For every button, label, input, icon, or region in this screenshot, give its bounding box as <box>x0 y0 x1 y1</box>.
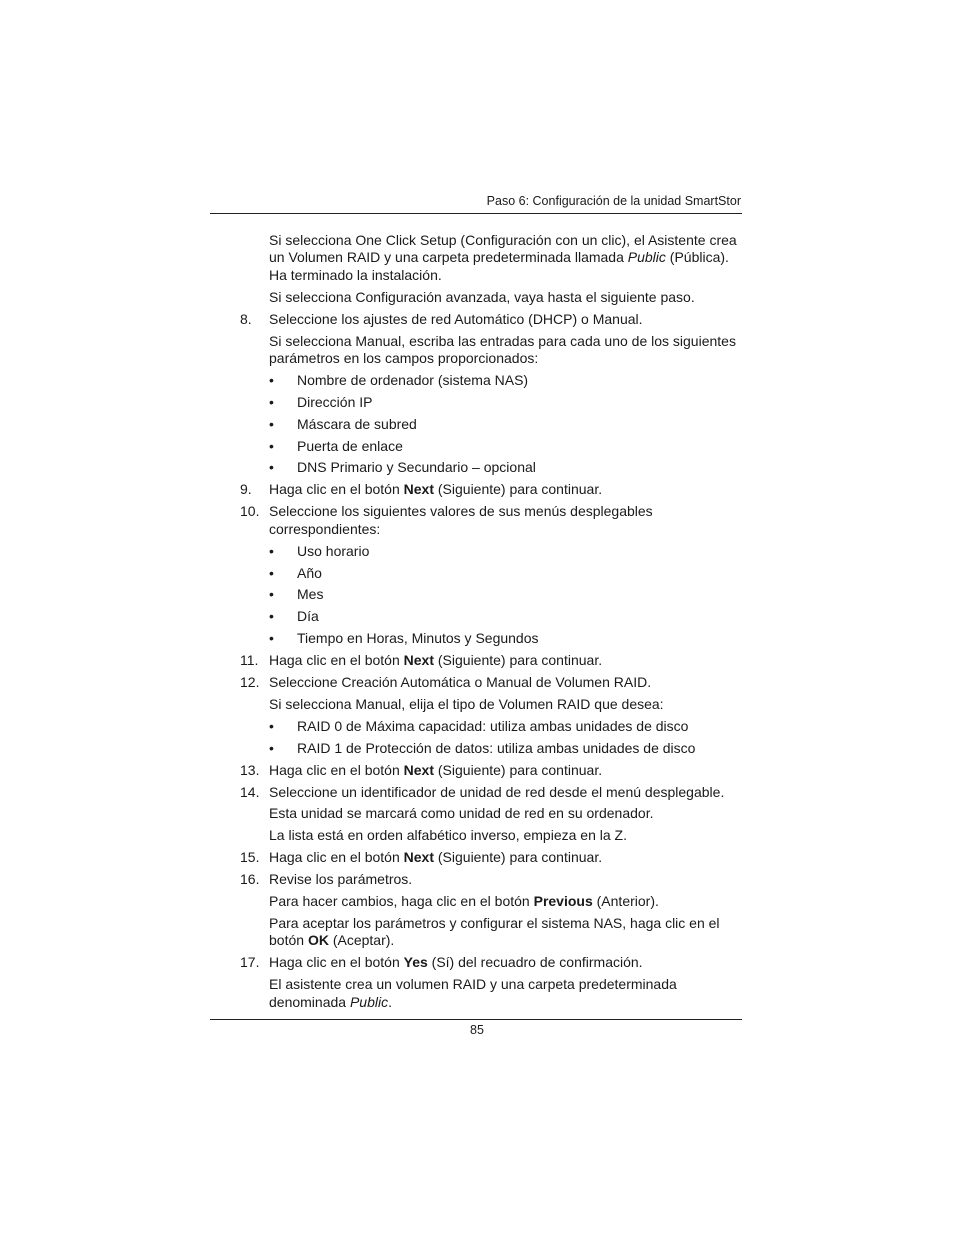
list-item: • Tiempo en Horas, Minutos y Segundos <box>269 630 539 647</box>
bullet-icon: • <box>269 393 274 410</box>
step-number: 17. <box>240 954 260 971</box>
list-item: • Mes <box>269 586 324 603</box>
list-item: • Uso horario <box>269 542 370 559</box>
step-8: 8. Seleccione los ajustes de red Automático (DHCP) o Manual. <box>240 310 643 327</box>
list-item: • DNS Primario y Secundario – opcional <box>269 459 536 476</box>
step-13: 13. Haga clic en el botón Next (Siguiente) para continuar. <box>240 761 603 778</box>
paragraph-raid-type: Si selecciona Manual, elija el tipo de Volumen RAID que desea: <box>269 695 664 712</box>
step-14: 14. Seleccione un identificador de unidad de red desde el menú desplegable. <box>240 783 725 800</box>
bullet-icon: • <box>269 608 274 625</box>
step-number: 10. <box>240 503 260 520</box>
header-rule <box>210 213 742 214</box>
bullet-icon: • <box>269 630 274 647</box>
paragraph-manual-params: Si selecciona Manual, escriba las entradas para cada uno de los siguientes parámetros en los campos proporcionados: <box>269 332 736 366</box>
step-number: 8. <box>240 310 252 327</box>
bullet-icon: • <box>269 542 274 559</box>
step-number: 12. <box>240 674 260 691</box>
step-number: 11. <box>240 652 259 669</box>
footer-rule <box>210 1019 742 1020</box>
step-number: 16. <box>240 871 260 888</box>
public-folder-name: Public <box>349 993 389 1010</box>
running-header: Paso 6: Configuración de la unidad SmartStor <box>486 194 741 208</box>
bullet-icon: • <box>269 459 274 476</box>
paragraph-one-click: Si selecciona One Click Setup (Configuración con un clic), el Asistente crea un Volumen RAID y una carpeta predeterminada llamada Public (Pública). Ha terminado la instalación. <box>269 232 737 283</box>
bullet-icon: • <box>269 437 274 454</box>
step-9: 9. Haga clic en el botón Next (Siguiente) para continuar. <box>240 481 603 498</box>
list-item: • Año <box>269 564 322 581</box>
step-number: 9. <box>240 481 252 498</box>
paragraph-accept: Para aceptar los parámetros y configurar el sistema NAS, haga clic en el botón OK (Aceptar). <box>269 915 720 949</box>
bullet-icon: • <box>269 371 274 388</box>
button-name: OK <box>307 932 329 949</box>
step-16: 16. Revise los parámetros. <box>240 871 413 888</box>
list-item: • Nombre de ordenador (sistema NAS) <box>269 371 529 388</box>
public-folder-name: Public <box>627 249 666 266</box>
step-number: 15. <box>240 849 260 866</box>
button-name: Yes <box>403 954 428 971</box>
page-number: 85 <box>470 1023 484 1037</box>
paragraph-advanced: Si selecciona Configuración avanzada, vaya hasta el siguiente paso. <box>269 288 695 305</box>
paragraph-wizard-result: El asistente crea un volumen RAID y una carpeta predeterminada denominada Public. <box>269 976 677 1010</box>
step-15: 15. Haga clic en el botón Next (Siguiente) para continuar. <box>240 849 603 866</box>
bullet-icon: • <box>269 415 274 432</box>
step-12: 12. Seleccione Creación Automática o Manual de Volumen RAID. <box>240 674 652 691</box>
button-name: Next <box>403 652 434 669</box>
button-name: Previous <box>533 893 593 910</box>
list-item: • Día <box>269 608 319 625</box>
button-name: Next <box>403 849 434 866</box>
step-10: 10. Seleccione los siguientes valores de sus menús desplegables correspondientes: <box>240 503 653 537</box>
list-item: • Puerta de enlace <box>269 437 403 454</box>
list-item: • Máscara de subred <box>269 415 417 432</box>
step-17: 17. Haga clic en el botón Yes (Sí) del recuadro de confirmación. <box>240 954 643 971</box>
list-item: • Dirección IP <box>269 393 373 410</box>
step-11: 11. Haga clic en el botón Next (Siguiente) para continuar. <box>240 652 603 669</box>
list-item: • RAID 0 de Máxima capacidad: utiliza ambas unidades de disco <box>269 717 689 734</box>
paragraph-reverse-order: La lista está en orden alfabético inverso, empieza en la Z. <box>269 827 627 844</box>
bullet-icon: • <box>269 564 274 581</box>
paragraph-network-drive: Esta unidad se marcará como unidad de red en su ordenador. <box>269 805 654 822</box>
bullet-icon: • <box>269 739 274 756</box>
step-number: 14. <box>240 783 260 800</box>
page-body <box>240 232 745 1016</box>
list-item: • RAID 1 de Protección de datos: utiliza ambas unidades de disco <box>269 739 696 756</box>
button-name: Next <box>403 761 434 778</box>
step-number: 13. <box>240 761 260 778</box>
bullet-icon: • <box>269 717 274 734</box>
paragraph-previous: Para hacer cambios, haga clic en el botón Previous (Anterior). <box>269 893 659 910</box>
button-name: Next <box>403 481 434 498</box>
bullet-icon: • <box>269 586 274 603</box>
